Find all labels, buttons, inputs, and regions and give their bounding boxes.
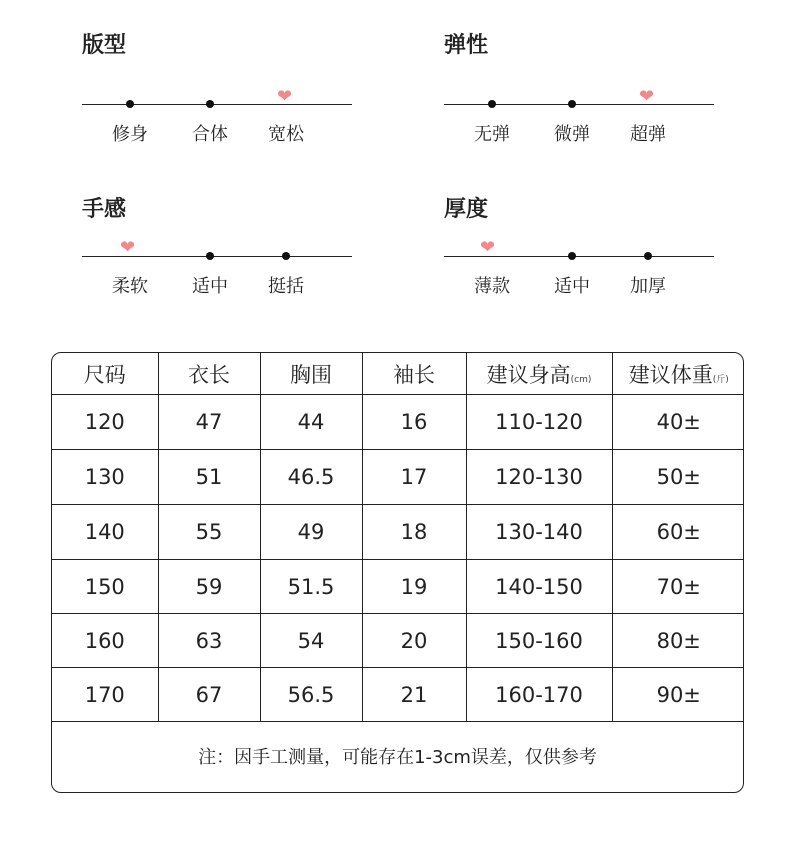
table-row xyxy=(52,505,744,560)
table-cell: 70± xyxy=(612,560,744,614)
table-row xyxy=(52,450,744,505)
scale-dot xyxy=(568,252,576,260)
scale-label: 修身 xyxy=(112,124,148,145)
table-cell: 90± xyxy=(612,668,744,722)
table-cell: 150 xyxy=(52,560,158,614)
heart-icon: ❤ xyxy=(639,86,655,107)
table-cell: 59 xyxy=(158,560,260,614)
table-cell: 67 xyxy=(158,668,260,722)
scale-label: 适中 xyxy=(192,276,228,297)
scale-label: 加厚 xyxy=(630,276,666,297)
column-header: 建议身高(cm) xyxy=(466,353,612,395)
scale-line xyxy=(82,104,352,105)
scale-line xyxy=(444,104,714,105)
table-cell: 51 xyxy=(158,450,260,505)
scale-title: 版型 xyxy=(82,33,127,58)
table-row xyxy=(52,668,744,722)
scale-dot xyxy=(206,252,214,260)
size-chart xyxy=(51,352,744,793)
scale-fit xyxy=(82,28,352,148)
table-cell: 44 xyxy=(260,395,362,450)
scale-label: 适中 xyxy=(554,276,590,297)
scale-title: 手感 xyxy=(82,197,127,222)
table-cell: 56.5 xyxy=(260,668,362,722)
scale-label: 微弹 xyxy=(554,124,590,145)
scale-label: 超弹 xyxy=(630,124,666,145)
scale-dot xyxy=(488,100,496,108)
table-cell: 170 xyxy=(52,668,158,722)
table-cell: 60± xyxy=(612,505,744,560)
table-cell: 110-120 xyxy=(466,395,612,450)
table-cell: 51.5 xyxy=(260,560,362,614)
scale-label: 薄款 xyxy=(474,276,510,297)
table-cell: 50± xyxy=(612,450,744,505)
scale-thickness xyxy=(444,192,714,302)
table-cell: 140 xyxy=(52,505,158,560)
scale-elasticity xyxy=(444,28,714,148)
column-header: 衣长 xyxy=(158,353,260,395)
table-cell: 47 xyxy=(158,395,260,450)
table-cell: 20 xyxy=(362,614,466,668)
heart-icon: ❤ xyxy=(480,237,496,258)
table-cell: 80± xyxy=(612,614,744,668)
scale-label: 宽松 xyxy=(268,124,304,145)
table-cell: 55 xyxy=(158,505,260,560)
heart-icon: ❤ xyxy=(120,237,136,258)
table-cell: 18 xyxy=(362,505,466,560)
table-row xyxy=(52,395,744,450)
table-row xyxy=(52,614,744,668)
column-header: 尺码 xyxy=(52,353,158,395)
scale-label: 挺括 xyxy=(268,276,304,297)
table-cell: 16 xyxy=(362,395,466,450)
scale-title: 厚度 xyxy=(444,197,489,222)
table-cell: 160-170 xyxy=(466,668,612,722)
table-cell: 120-130 xyxy=(466,450,612,505)
column-header: 胸围 xyxy=(260,353,362,395)
table-cell: 49 xyxy=(260,505,362,560)
scale-label: 柔软 xyxy=(112,276,148,297)
size-table xyxy=(52,353,744,722)
table-cell: 21 xyxy=(362,668,466,722)
table-cell: 19 xyxy=(362,560,466,614)
scale-dot xyxy=(282,252,290,260)
scale-dot xyxy=(568,100,576,108)
measurement-note: 注：因手工测量，可能存在1-3cm误差，仅供参考 xyxy=(52,721,743,793)
table-cell: 54 xyxy=(260,614,362,668)
scale-label: 合体 xyxy=(192,124,228,145)
table-cell: 130-140 xyxy=(466,505,612,560)
scale-label: 无弹 xyxy=(474,124,510,145)
scale-dot xyxy=(206,100,214,108)
table-cell: 46.5 xyxy=(260,450,362,505)
table-cell: 120 xyxy=(52,395,158,450)
table-cell: 150-160 xyxy=(466,614,612,668)
table-cell: 140-150 xyxy=(466,560,612,614)
table-row xyxy=(52,560,744,614)
column-header: 袖长 xyxy=(362,353,466,395)
table-cell: 40± xyxy=(612,395,744,450)
table-header-row xyxy=(52,353,744,395)
scale-handfeel xyxy=(82,192,352,302)
heart-icon: ❤ xyxy=(277,86,293,107)
scale-dot xyxy=(644,252,652,260)
table-cell: 63 xyxy=(158,614,260,668)
table-cell: 130 xyxy=(52,450,158,505)
scale-dot xyxy=(126,100,134,108)
table-cell: 17 xyxy=(362,450,466,505)
unit-label: (斤) xyxy=(712,374,729,385)
table-cell: 160 xyxy=(52,614,158,668)
column-header: 建议体重(斤) xyxy=(612,353,744,395)
unit-label: (cm) xyxy=(570,374,592,385)
scale-title: 弹性 xyxy=(444,33,489,58)
